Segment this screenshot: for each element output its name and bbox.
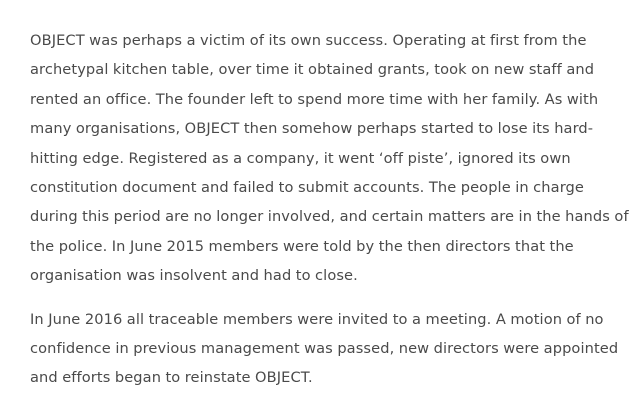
paragraph-reinstatement: In June 2016 all traceable members were invited to a meeting. A motion of no confidence in previous management was passed, new directors were appointed and efforts began to reinstate OBJECT. <box>30 310 619 387</box>
paragraph-history: OBJECT was perhaps a victim of its own success. Operating at first from the archetypal kitchen table, over time it obtained grants, took on new staff and rented an office. The founder left to spend more time with her family. As with many organisations, OBJECT then somehow perhaps started to lose its hard-hitting edge. Registered as a company, it went ‘off piste’, ignored its own constitution document and failed to submit accounts. The people in charge during this period are no longer involved, and certain matters are in the hands of the police. In June 2015 members were told by the then directors that the organisation was insolvent and had to close. <box>30 32 629 285</box>
article-body <box>30 26 635 402</box>
